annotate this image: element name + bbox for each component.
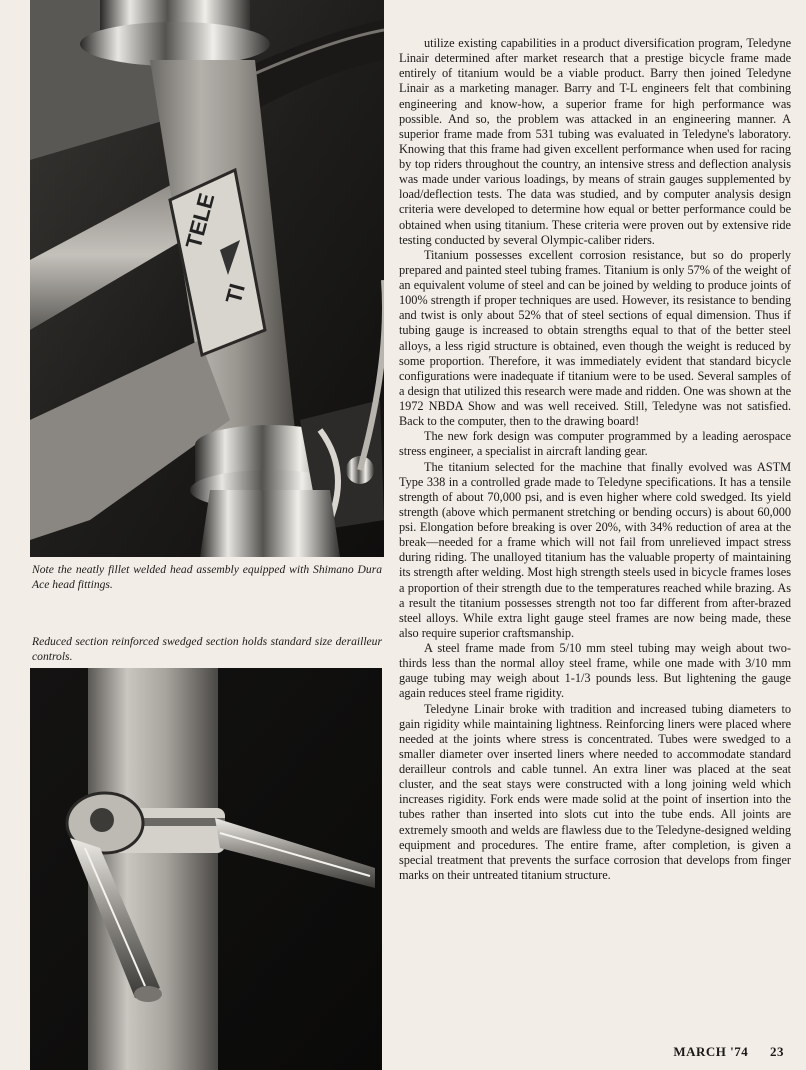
article-paragraph: utilize existing capabilities in a product diversification program, Teledyne Linair determined after market research that a prestige bicycle frame made entirely of titanium would be a viable product. Barry then joined Teledyne Linair as a marketing manager. Barry and T-L engineers felt that combining engineering and know-how, a superior frame for high performance was possible. And so, the problem was attacked in an engineering manner. A superior frame made from 531 tubing was evaluated in Teledyne's laboratory. Knowing that this frame had given excellent performance when used for racing by top riders throughout the country, an intensive stress and deflection analysis was made under various loadings, by means of strain gauges supplemented by load/deflection tests. The data was studied, and by computer analysis design criteria were developed to determine how equal or better performance could be obtained when using titanium. These criteria were proven out by extensive ride testing conducted by several Olympic-caliber riders. (399, 36, 791, 247)
caption-derailleur-controls: Reduced section reinforced swedged section holds standard size derailleur controls. (32, 635, 382, 663)
decal-text-bottom: TI (220, 280, 250, 307)
head-assembly-image (30, 0, 384, 557)
page-footer (673, 1044, 784, 1060)
article-paragraph: A steel frame made from 5/10 mm steel tubing may weigh about two-thirds less than the normal alloy steel frame, while one made with 3/10 mm gauge tubing may weigh about 1-1/3 pounds less. But lightening the gauge again reduces steel frame rigidity. (399, 641, 791, 701)
derailleur-controls-photo (30, 668, 382, 1070)
page-number: 23 (770, 1044, 784, 1059)
head-assembly-photo (30, 0, 384, 557)
derailleur-controls-image (30, 668, 382, 1070)
article-paragraph: Teledyne Linair broke with tradition and increased tubing diameters to gain rigidity while maintaining lightness. Reinforcing liners were placed where needed at the joints where stress is concentrated. Tubes were swedged to a smaller diameter over inserted liners where needed to accommodate standard derailleur controls and cable tunnel. An extra liner was placed at the seat cluster, and the seat stays were constructed with a long joining weld which increases rigidity. Fork ends were made solid at the point of insertion into the tubes rather than inserted into slots cut into the tube ends. All joints are extremely smooth and welds are flawless due to the Teledyne-designed welding equipment and procedures. The entire frame, after completion, is given a special treatment that prevents the surface corrosion that develops from finger marks on their untreated titanium structure. (399, 701, 791, 882)
article-paragraph: The titanium selected for the machine that finally evolved was ASTM Type 338 in a controlled grade made to Teledyne specifications. It has a tensile strength of about 70,000 psi, and is even higher where cold swedged. Its yield strength (above which permanent stretching or bending occurs) is about 60,000 psi. Elongation before breaking is over 20%, with 34% reduction of area at the break—needed for a frame which will not fail from unrelieved impact stress during riding. The unalloyed titanium has the valuable property of maintaining its strength after welding. Most high strength steels used in bicycle frames loses a proportion of their strength due to the temperatures reached while brazing. As a result the titanium possesses strength not too far different from after-brazed steel alloys. While extra light gauge steel frames are now being made, these also require superior craftsmanship. (399, 459, 791, 640)
article-paragraph: The new fork design was computer programmed by a leading aerospace stress engineer, a specialist in aircraft landing gear. (399, 429, 791, 459)
issue-date: MARCH '74 (673, 1044, 749, 1059)
article-paragraph: Titanium possesses excellent corrosion resistance, but so do properly prepared and painted steel tubing frames. Titanium is only 57% of the weight of an equivalent volume of steel and can be joined by welding to produce joints of 100% strength if proper techniques are used. However, its resistance to bending and twist is only about 52% that of steel sections of equal dimension. Thus if tubing gauge is increased to obtain strengths equal to that of the better steel alloys, a less rigid structure is obtained, even though the weight is reduced by some proportion. Therefore, it was immediately evident that standard bicycle configurations were inadequate if titanium were to be used. Several samples of a design that utilized this research were made and ridden. One was shown at the 1972 NBDA Show and was well received. Still, Teledyne was not satisfied. Back to the computer, then to the drawing board! (399, 247, 791, 429)
article-body (399, 36, 791, 1036)
decal-text-top: TELE (180, 190, 220, 252)
caption-head-assembly: Note the neatly fillet welded head assembly equipped with Shimano Dura Ace head fittings. (32, 563, 382, 591)
